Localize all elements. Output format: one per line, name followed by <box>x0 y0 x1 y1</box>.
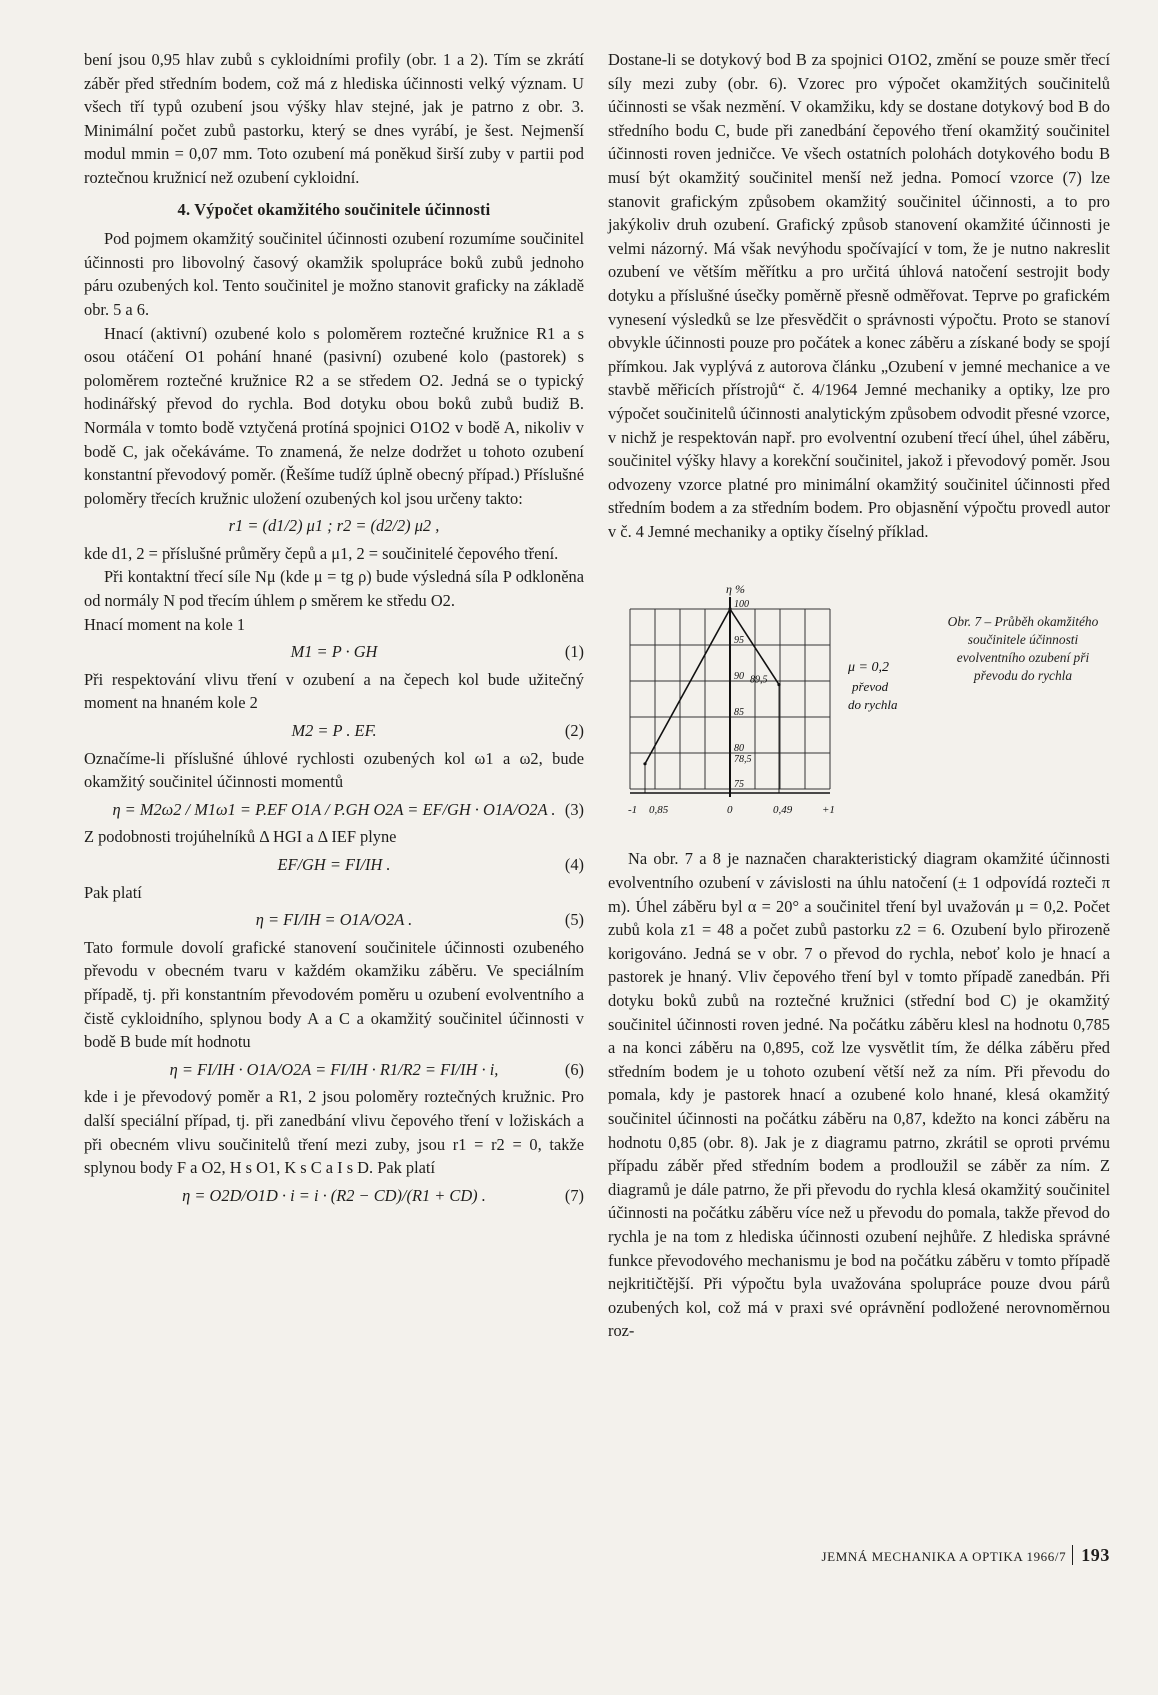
equation-2 <box>84 719 584 743</box>
paragraph: Při kontaktní třecí síle Nμ (kde μ = tg ρ) bude výsledná síla P odkloněna od normály N pod třecím úhlem ρ směrem ke středu O2. <box>84 567 584 611</box>
x-tick-label: 0 <box>727 804 733 817</box>
efficiency-chart <box>608 579 938 829</box>
y-axis-label: η % <box>726 582 745 597</box>
equation-7 <box>84 1184 584 1208</box>
paragraph: Na obr. 7 a 8 je naznačen charakteristický diagram okamžité účinnosti evolventního ozubení v závislosti na úhlu natočení (± 1 odpovídá rozteči π m). Úhel záběru byl α = 20° a součinitel tření byl uvažován μ = 0,2. Počet zubů kola z1 = 48 a počet zubů pastorku z2 = 6. Ozubení bylo přirozeně korigováno. Jedná se v obr. 7 o převod do rychla, neboť kolo je hnací a pastorek je hnaný. Vliv čepového tření byl v tomto případě zanedbán. Při dotyku boků zubů na roztečné kružnici (střední bod C) je okamžitý součinitel účinnosti roven jedné. Na počátku záběru klesl na hodnotu 0,785 a na konci záběru na 0,895, což lze vysvětlit tím, že délka záběru před středním bodem je u tohoto ozubení větší než za ním. Při převodu do pomala, kdy je pastorek hnací a ozubené kolo hnané, klesá okamžitý součinitel účinnosti na počátku záběru na 0,87, kdežto na konci záběru na hodnotu 0,85 (obr. 8). Jak je z diagramu patrno, zkrátil se oproti prvému případu záběr před středním bodem a prodloužil se záběr za ním. Z diagramů je dále patrno, že při převodu do rychla klesá okamžitý součinitel účinnosti na počátku záběru více než u převodu do pomala, takže převod do rychla je na tom z hlediska účinnosti ozubení nejhůře. Z hlediska správné funkce převodového mechanismu je bod na počátku záběru v tomto případě nejkritičtější. Při výpočtu byla uvažována spolupráce pouze dvou párů ozubených kol, což má v praxi své oprávnění podložené nerovnoměrnou roz- <box>608 849 1110 1341</box>
equation-number: (6) <box>564 1059 584 1079</box>
y-tick-label: 80 <box>734 743 744 755</box>
page-number: 193 <box>1072 1545 1110 1565</box>
equation-number: (3) <box>564 799 584 819</box>
paragraph: kde d1, 2 = příslušné průměry čepů a μ1, 2 = součinitelé čepového tření. <box>84 543 559 563</box>
equation-text: η = M2ω2 / M1ω1 = P.EF O1A / P.GH O2A = EF/GH · O1A/O2A . <box>112 799 556 819</box>
figure-caption: Obr. 7 – Průběh okamžitého součinitele účinnosti evolventního ozubení při převodu do rychla <box>947 614 1099 684</box>
paragraph: Tato formule dovolí grafické stanovení součinitele účinnosti ozubeného převodu v obecném tvaru v každém okamžiku záběru. Ve speciálním případě, tj. při konstantním převodovém poměru u ozubení evolventního a čistě cykloidního, splynou body A a C a okamžitý součinitel účinnosti v bodě B bude mít hodnotu <box>84 937 584 1052</box>
equation-number: (5) <box>564 910 584 930</box>
equation-number: (7) <box>564 1185 584 1205</box>
chart-annotation: převod <box>852 679 889 695</box>
value-label: 89,5 <box>750 675 768 687</box>
figure-7 <box>608 579 1110 829</box>
equation-5 <box>84 908 584 932</box>
left-column <box>84 48 584 1211</box>
paragraph: Hnací (aktivní) ozubené kolo s poloměrem roztečné kružnice R1 a s osou otáčení O1 pohání hnané (pasivní) ozubené kolo (pastorek) s poloměrem roztečné kružnice R2 a se středem O2. Jedná se o typický hodinářský převod do rychla. Bod dotyku obou boků zubů budiž B. Normála v tomto bodě vztyčená protíná spojnici O1O2 v bodě A, nikoliv v bodě C, jak očekáváme. To znamená, že nelze dodržet u tohoto ozubení konstantní převodový poměr. (Řešíme tudíž úplně obecný případ.) Příslušné poloměry třecích kružnic uložení ozubených kol jsou určeny takto: <box>84 323 584 508</box>
equation-text: M2 = P . EF. <box>291 721 377 741</box>
paragraph: Označíme-li příslušné úhlové rychlosti ozubených kol ω1 a ω2, bude okamžitý součinitel účinnosti momentů <box>84 748 584 792</box>
equation-6 <box>84 1058 584 1082</box>
equation-number: (1) <box>564 642 584 662</box>
y-tick-label: 90 <box>734 671 744 683</box>
x-tick-label: 0,49 <box>773 804 793 817</box>
paragraph: bení jsou 0,95 hlav zubů s cykloidními profily (obr. 1 a 2). Tím se zkrátí záběr před středním bodem, což má z hlediska účinnosti velký význam. U všech tří typů ozubení jsou výšky hlav stejné, jak je patrno z obr. 3. Minimální počet zubů pastorku, který se dnes vyrábí, je šest. Nejmenší modul mmin = 0,07 mm. Toto ozubení má poněkud širší zuby v partii pod roztečnou kružnicí než ozubení cykloidní. <box>84 50 584 187</box>
equation-text: η = FI/IH · O1A/O2A = FI/IH · R1/R2 = FI/IH · i, <box>169 1059 499 1079</box>
equation-text: r1 = (d1/2) μ1 ; r2 = (d2/2) μ2 , <box>228 516 440 536</box>
right-column <box>608 48 1110 1343</box>
equation-number: (2) <box>564 721 584 741</box>
y-tick-label: 78,5 <box>734 754 752 766</box>
page-footer <box>822 1545 1110 1566</box>
x-tick-label: -1 <box>628 804 638 817</box>
paragraph: Hnací moment na kole 1 <box>84 614 246 634</box>
paragraph: Z podobnosti trojúhelníků Δ HGI a Δ IEF plyne <box>84 827 397 847</box>
equation-3 <box>84 798 584 822</box>
paragraph: kde i je převodový poměr a R1, 2 jsou poloměry roztečných kružnic. Pro další speciální případ, tj. při zanedbání vlivu čepového tření v ložiskách a při obecném vlivu součinitelů tření mezi zuby, jsou r1 = r2 = 0, takže splynou body F a O2, H s O1, K s C a I s D. Pak platí <box>84 1087 584 1178</box>
x-tick-label: +1 <box>822 804 835 817</box>
paragraph: Pod pojmem okamžitý součinitel účinnosti ozubení rozumíme součinitel účinnosti pro libovolný časový okamžik spolupráce boků zubů jednoho páru ozubených kol. Tento součinitel je možno stanovit graficky na základě obr. 5 a 6. <box>84 229 584 319</box>
section-heading: 4. Výpočet okamžitého součinitele účinnosti <box>177 199 491 219</box>
y-tick-label: 95 <box>734 635 744 647</box>
y-tick-label: 75 <box>734 779 744 791</box>
chart-annotation: μ = 0,2 <box>848 660 889 676</box>
paragraph: Pak platí <box>84 882 142 902</box>
y-tick-label: 85 <box>734 707 744 719</box>
chart-annotation: do rychla <box>848 697 898 713</box>
equation-r <box>84 514 584 538</box>
equation-text: η = FI/IH = O1A/O2A . <box>255 910 413 930</box>
equation-text: M1 = P · GH <box>290 642 378 662</box>
x-tick-label: 0,85 <box>649 804 669 817</box>
equation-4 <box>84 853 584 877</box>
equation-text: EF/GH = FI/IH . <box>277 855 391 874</box>
equation-text: η = O2D/O1D · i = i · (R2 − CD)/(R1 + CD) . <box>182 1185 486 1205</box>
y-tick-label: 100 <box>734 599 749 611</box>
efficiency-line <box>645 609 779 764</box>
journal-name: JEMNÁ MECHANIKA A OPTIKA 1966/7 <box>821 1549 1067 1564</box>
equation-1 <box>84 640 584 664</box>
equation-number: (4) <box>564 855 584 874</box>
paragraph: Dostane-li se dotykový bod B za spojnici O1O2, změní se pouze směr třecí síly mezi zuby (obr. 6). Vzorec pro výpočet okamžitých součinitelů účinnosti se však nezmění. V okamžiku, kdy se dostane dotykový bod B do středního bodu C, bude při zanedbání čepového tření okamžitý součinitel účinnosti roven jedničce. Ve všech ostatních polohách dotykového bodu B musí být okamžitý součinitel menší než jedna. Pomocí vzorce (7) lze stanovit grafickým způsobem okamžitý součinitel účinnosti, a to pro jakýkoliv druh ozubení. Grafický způsob stanovení okamžité účinnosti je velmi názorný. Má však nevýhodu spočívající v tom, že je nutno nakreslit ozubení ve větším měřítku a pro určitá úhlová natočení sestrojit body dotyku a příslušné úsečky poměrně přesně odměřovat. Teprve po grafickém vynesení výsledků se lze přesvědčit o správnosti výpočtu. Proto se stanoví obvykle účinnosti pouze pro počátek a konec záběru a získané body se spojí přímkou. Jak vyplývá z autorova článku „Ozubení v jemné mechanice a ve stavbě měřicích přístrojů“ č. 4/1964 Jemné mechaniky a optiky, lze pro výpočet součinitelů účinnosti analytickým způsobem odvodit přesné vzorce, v nichž je respektován např. pro evolventní ozubení třecí úhel, úhel záběru, součinitel výšky hlavy a korekční součinitel, jakož i převodový poměr. Jsou odvozeny vzorce platné pro minimální okamžitý součinitel účinnosti před středním bodem a za středním bodem. Pro objasnění výpočtu provedl autor v č. 4 Jemné mechaniky a optiky číselný příklad. <box>608 50 1110 541</box>
paragraph: Při respektování vlivu tření v ozubení a na čepech kol bude užitečný moment na hnaném kole 2 <box>84 669 584 713</box>
